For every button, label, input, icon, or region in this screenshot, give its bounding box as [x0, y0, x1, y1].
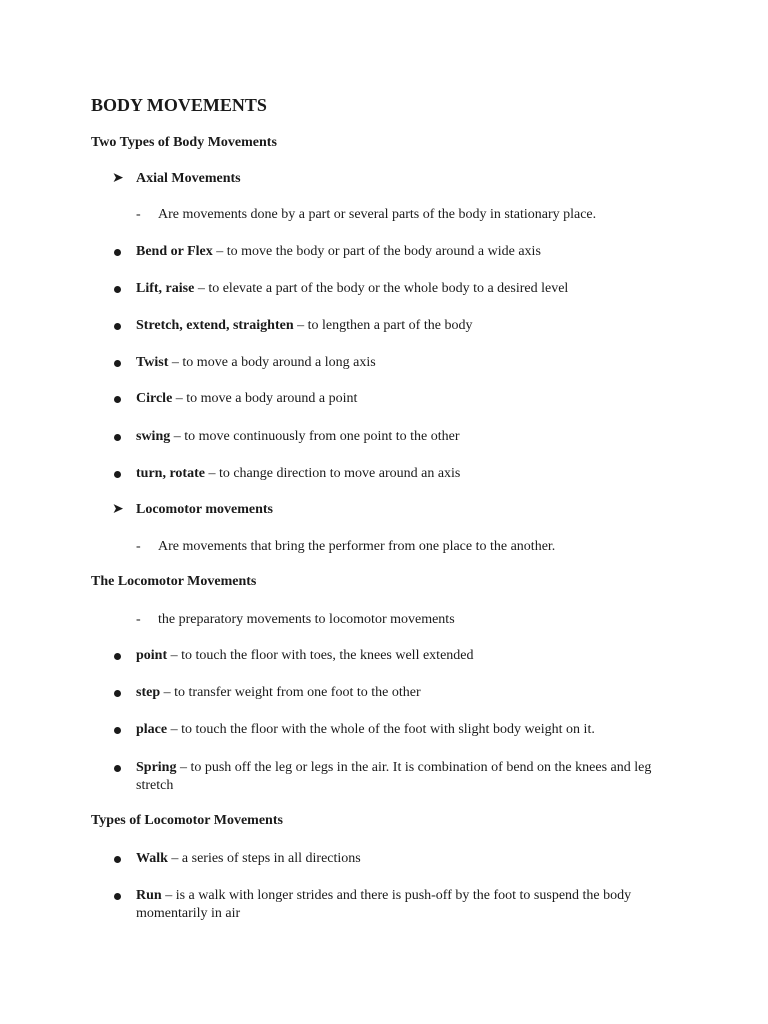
bullet-icon: [114, 286, 121, 293]
locomotor-movements-description: Are movements that bring the performer from one place to the another.: [158, 539, 556, 554]
list-item-term: Lift, raise: [136, 281, 195, 296]
section-heading-types-locomotor: Types of Locomotor Movements: [91, 813, 283, 828]
bullet-icon: [114, 396, 121, 403]
list-item: [136, 887, 676, 923]
list-item-definition: – to move the body or part of the body around a wide axis: [212, 244, 541, 259]
list-item: [136, 428, 676, 446]
list-item-definition: – to touch the floor with the whole of the foot with slight body weight on it.: [167, 722, 595, 737]
list-item: [136, 850, 676, 868]
list-item-term: Bend or Flex: [136, 244, 213, 259]
list-item: [136, 243, 676, 261]
list-item: [136, 647, 676, 665]
list-item-definition: – to lengthen a part of the body: [293, 318, 473, 333]
list-item: [136, 317, 676, 335]
list-item: [136, 280, 676, 298]
list-item-term: Circle: [136, 391, 173, 406]
list-item-term: Spring: [136, 760, 177, 775]
list-item-term: step: [136, 685, 161, 700]
list-item-term: Walk: [136, 851, 168, 866]
list-item-term: Stretch, extend, straighten: [136, 318, 294, 333]
axial-movements-label: Axial Movements: [136, 171, 241, 186]
list-item-definition: – to move continuously from one point to the other: [170, 429, 460, 444]
section-heading-locomotor: The Locomotor Movements: [91, 574, 257, 589]
bullet-icon: [114, 360, 121, 367]
dash-bullet-icon: -: [136, 207, 141, 222]
bullet-icon: [114, 765, 121, 772]
list-item-definition: – is a walk with longer strides and there is push-off by the foot to suspend the body momentarily in air: [136, 888, 632, 921]
list-item-term: Run: [136, 888, 162, 903]
dash-bullet-icon: -: [136, 539, 141, 554]
list-item: [136, 390, 676, 408]
dash-bullet-icon: -: [136, 612, 141, 627]
locomotor-preparatory-description: the preparatory movements to locomotor movements: [158, 612, 455, 627]
arrow-bullet-icon: ➤: [112, 171, 124, 186]
axial-movements-description: Are movements done by a part or several parts of the body in stationary place.: [158, 207, 597, 222]
list-item-definition: – to elevate a part of the body or the whole body to a desired level: [194, 281, 569, 296]
list-item-definition: – to push off the leg or legs in the air. It is combination of bend on the knees and leg stretch: [136, 760, 652, 793]
bullet-icon: [114, 471, 121, 478]
bullet-icon: [114, 690, 121, 697]
list-item-term: point: [136, 648, 168, 663]
list-item: [136, 354, 676, 372]
list-item-term: turn, rotate: [136, 466, 205, 481]
list-item-definition: – to transfer weight from one foot to the other: [160, 685, 421, 700]
locomotor-movements-label: Locomotor movements: [136, 502, 273, 517]
list-item-definition: – to change direction to move around an axis: [204, 466, 461, 481]
bullet-icon: [114, 323, 121, 330]
document-title: BODY MOVEMENTS: [91, 95, 267, 115]
list-item: [136, 759, 676, 795]
list-item-definition: – to move a body around a long axis: [168, 355, 376, 370]
bullet-icon: [114, 653, 121, 660]
bullet-icon: [114, 856, 121, 863]
list-item-definition: – to move a body around a point: [172, 391, 358, 406]
list-item-term: place: [136, 722, 168, 737]
section-heading-two-types: Two Types of Body Movements: [91, 135, 277, 150]
list-item-term: swing: [136, 429, 171, 444]
list-item: [136, 721, 676, 739]
bullet-icon: [114, 249, 121, 256]
list-item: [136, 684, 676, 702]
arrow-bullet-icon: ➤: [112, 502, 124, 517]
list-item-term: Twist: [136, 355, 169, 370]
list-item-definition: – to touch the floor with toes, the knees well extended: [167, 648, 474, 663]
list-item-definition: – a series of steps in all directions: [167, 851, 361, 866]
bullet-icon: [114, 434, 121, 441]
bullet-icon: [114, 893, 121, 900]
list-item: [136, 465, 676, 483]
bullet-icon: [114, 727, 121, 734]
